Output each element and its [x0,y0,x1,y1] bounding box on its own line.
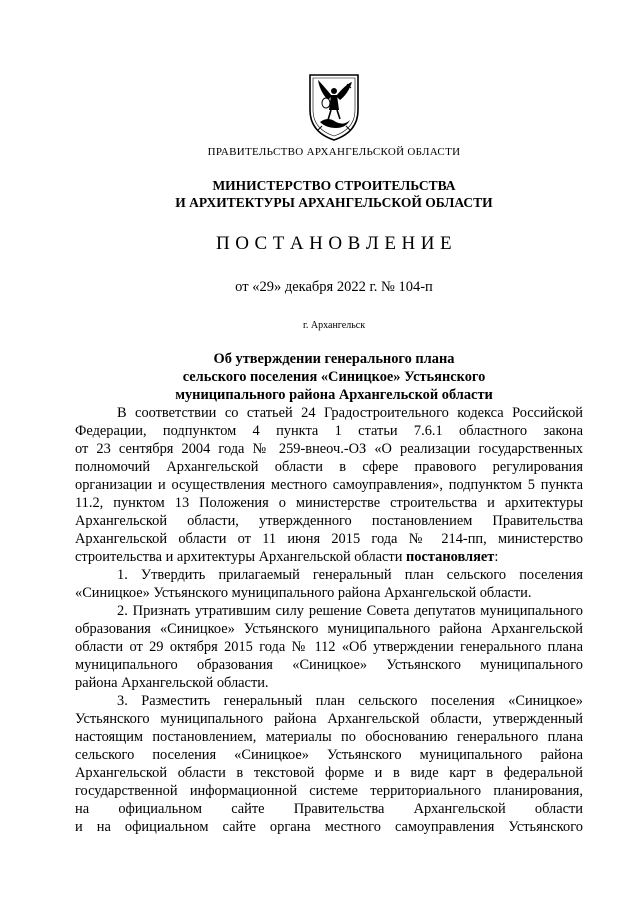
text-line: государственной информационной системе территориального планирования, [75,783,583,799]
resolution-keyword: постановляет [406,549,495,565]
paragraph-item-2 [75,602,583,692]
text-line: 3. Разместить генеральный план сельского поселения «Синицкое» [117,693,583,709]
text-line: района Архангельской области. [75,675,269,691]
text-line: 11.2, пунктом 13 Положения о министерстве строительства и архитектуры [75,495,583,511]
text-line: и на официальном сайте органа местного самоуправления Устьянского [75,819,583,835]
text-line [75,548,583,566]
text-line: настоящим постановлением, материалы по обоснованию генерального плана [75,729,583,745]
ministry-name [84,177,584,211]
text-line: Федерации, подпунктом 4 пункта 1 статьи 7.6.1 областного закона [75,423,583,439]
text-line: Архангельской области, утвержденного постановлением Правительства [75,513,583,529]
title-line: муниципального района Архангельской области [175,387,493,403]
document-body [75,404,583,836]
text-line: от 23 сентября 2004 года № 259-внеоч.-ОЗ «О реализации государственных [75,441,583,457]
closing-text: строительства и архитектуры Архангельской области [75,549,407,565]
text-line: на официальном сайте Правительства Архангельской области [75,801,583,817]
document-city: г. Архангельск [302,320,366,331]
paragraph-preamble [75,404,583,566]
text-line: сельского поселения «Синицкое» Устьянского муниципального района [75,747,583,763]
text-line: 2. Признать утратившим силу решение Совета депутатов муниципального [117,603,583,619]
coat-of-arms-icon [306,70,362,142]
text-line: области от 29 октября 2015 года № 112 «Об утверждении генерального плана [75,639,583,655]
document-date-number: от «29» декабря 2022 г. № 104-п [235,279,433,295]
ministry-line: МИНИСТЕРСТВО СТРОИТЕЛЬСТВА [212,178,456,193]
text-line: полномочий Архангельской области в сфере правового регулирования [75,459,583,475]
closing-colon: : [494,549,499,565]
title-line: сельского поселения «Синицкое» Устьянского [182,369,486,385]
text-line: В соответствии со статьей 24 Градостроительного кодекса Российской [117,405,583,421]
text-line: «Синицкое» Устьянского муниципального района Архангельской области. [75,585,532,601]
document-type: П О С Т А Н О В Л Е Н И Е [215,233,453,254]
title-line: Об утверждении генерального плана [213,351,455,367]
text-line: Архангельской области от 11 июня 2015 года № 214-пп, министерство [75,531,583,547]
ministry-line: И АРХИТЕКТУРЫ АРХАНГЕЛЬСКОЙ ОБЛАСТИ [175,195,493,210]
text-line: организации и осуществления местного самоуправления», подпунктом 5 пункта [75,477,583,493]
government-name: ПРАВИТЕЛЬСТВО АРХАНГЕЛЬСКОЙ ОБЛАСТИ [207,146,461,158]
document-title [84,350,584,404]
text-line: 1. Утвердить прилагаемый генеральный план сельского поселения [117,567,583,583]
paragraph-item-3 [75,692,583,836]
text-line: Архангельской области в текстовой форме и в виде карт в федеральной [75,765,583,781]
paragraph-item-1 [75,566,583,602]
text-line: Устьянского муниципального района Архангельской области, утвержденный [75,711,583,727]
text-line: образования «Синицкое» Устьянского муниципального района Архангельской [75,621,583,637]
text-line: муниципального образования «Синицкое» Устьянского муниципального [75,657,583,673]
